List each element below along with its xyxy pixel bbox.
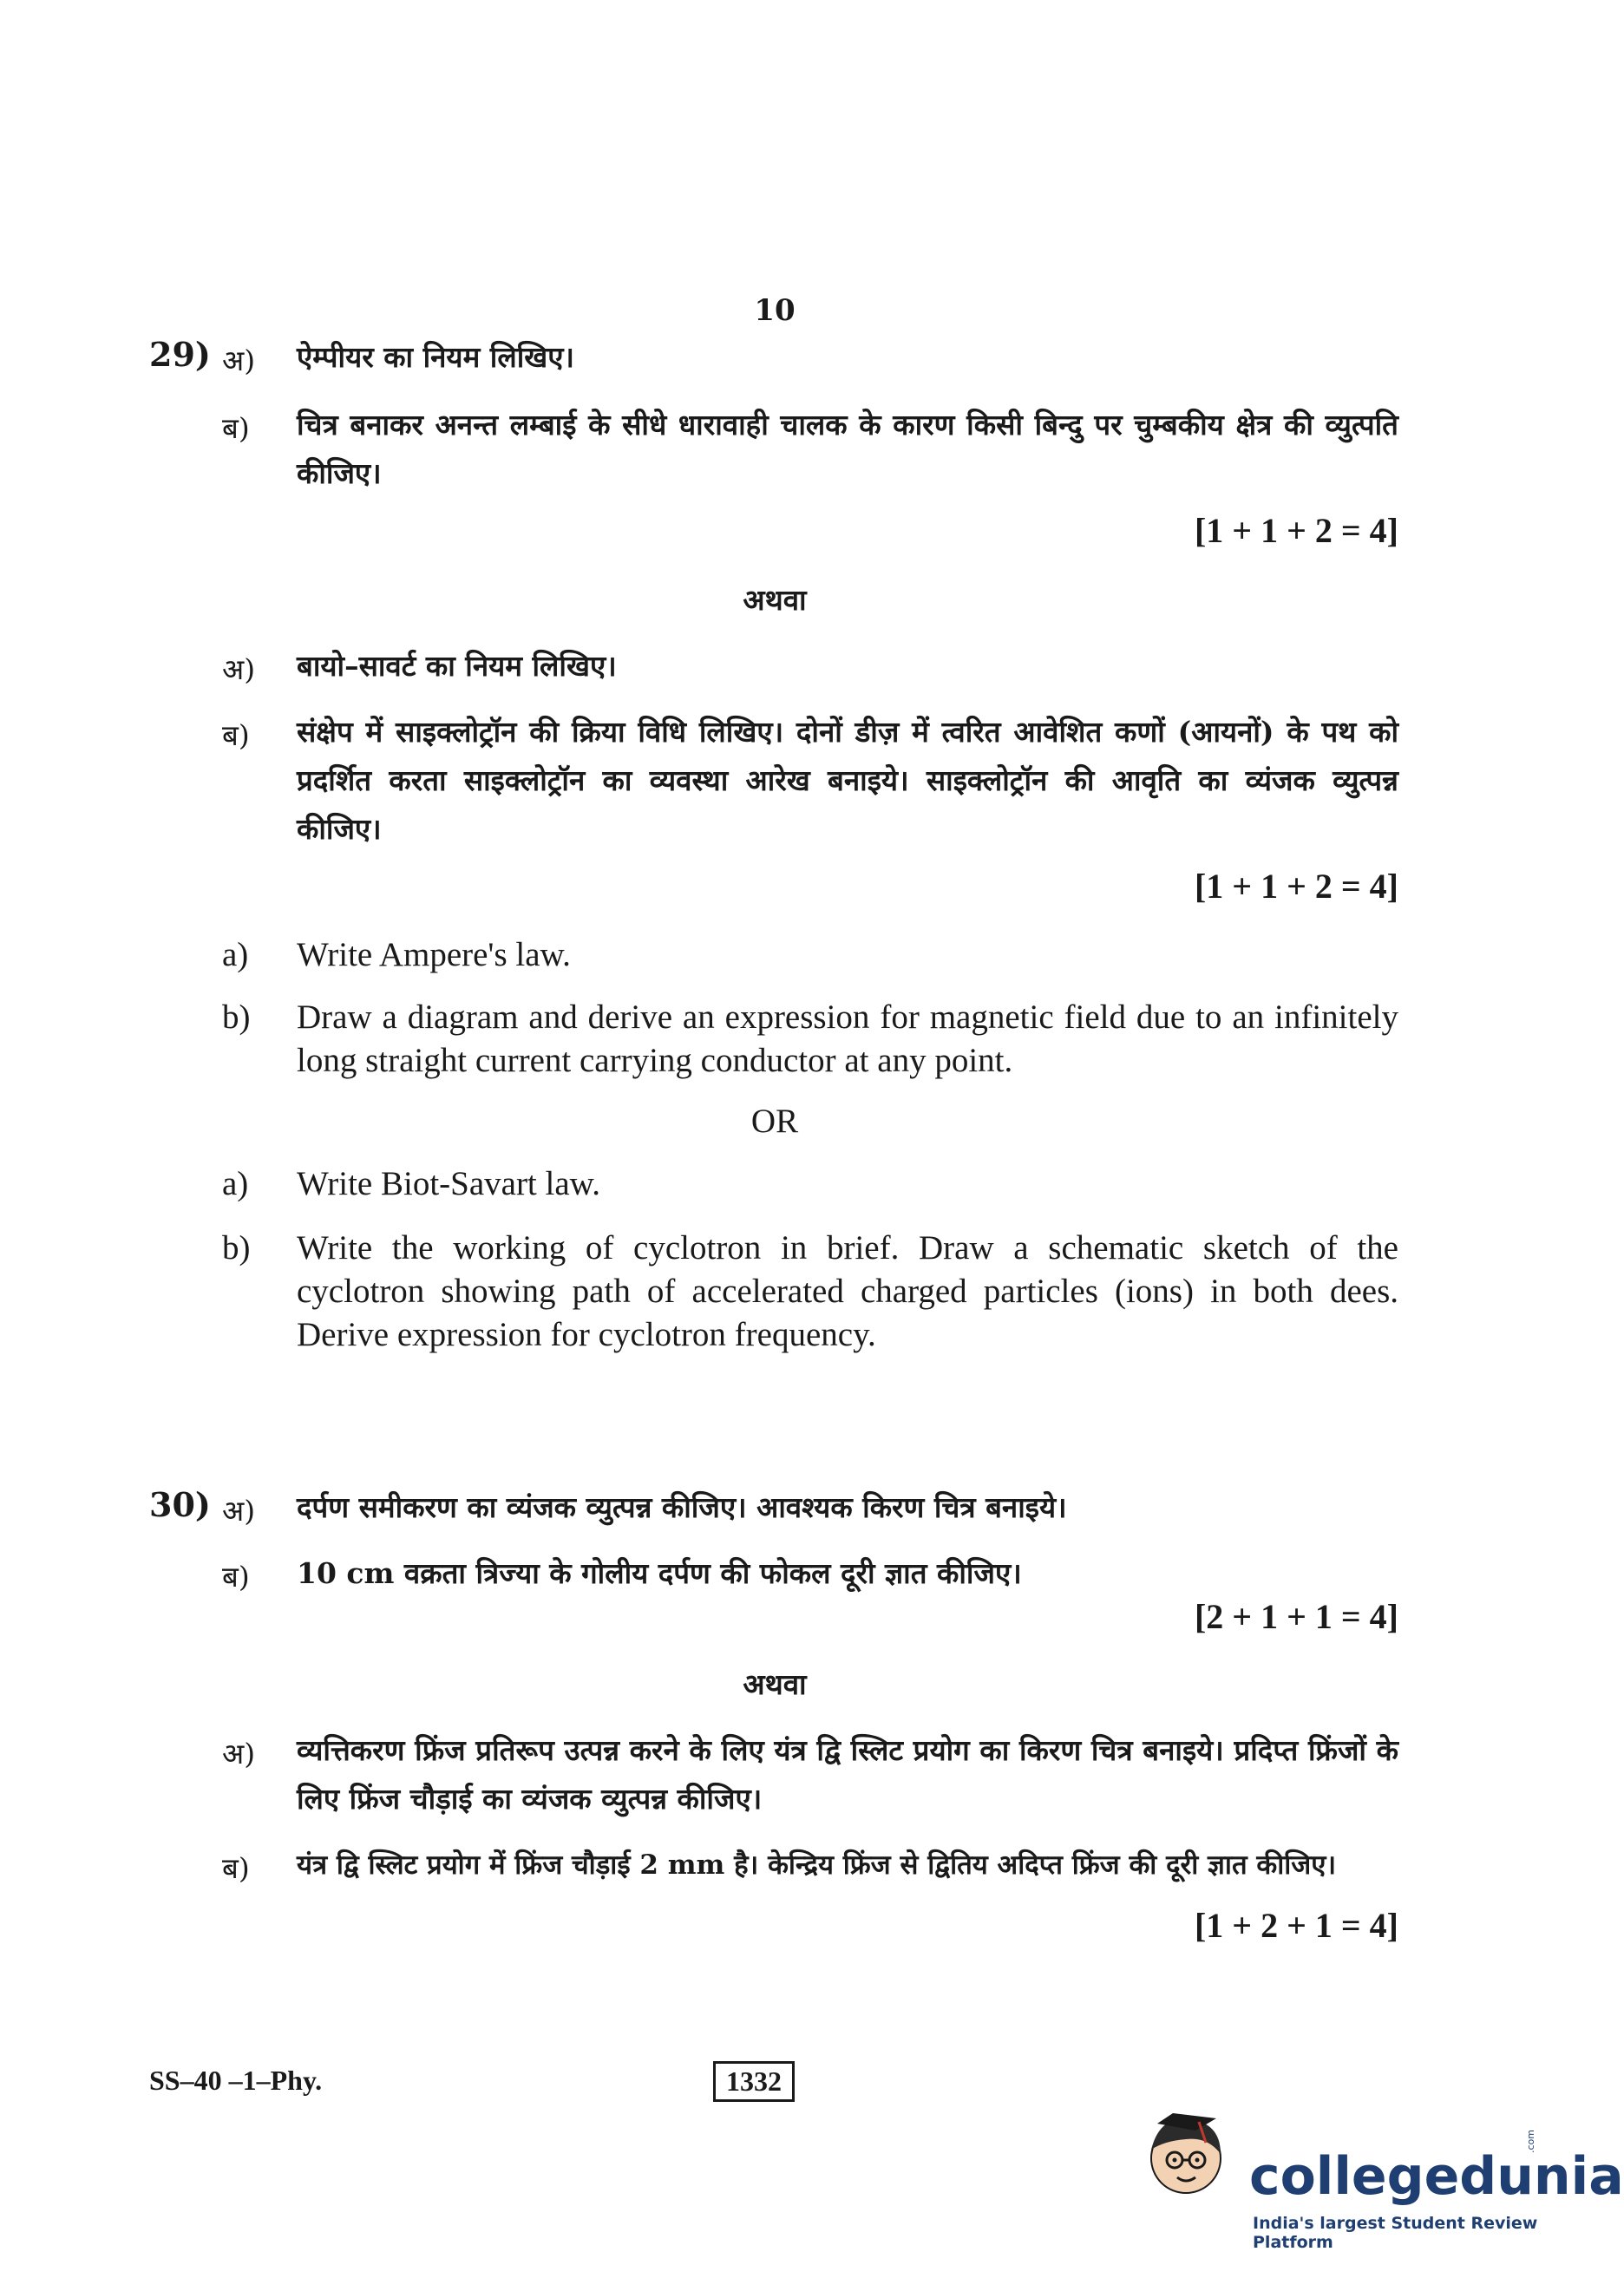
subject-code: SS–40 –1–Phy. xyxy=(149,2065,323,2096)
q30-hi-b-label: ब) xyxy=(222,1560,250,1594)
q29-hi-alt-b-label: ब) xyxy=(222,718,250,752)
q30-hi-a-text: दर्पण समीकरण का व्यंजक व्युत्पन्न कीजिए। आवश्यक किरण चित्र बनाइये। xyxy=(297,1490,1067,1524)
q30-or-hindi: अथवा xyxy=(743,1667,807,1701)
q29-en-b-label: b) xyxy=(222,998,251,1036)
watermark-brand: collegedunia xyxy=(1249,2146,1624,2207)
q30-hi-a-label: अ) xyxy=(222,1494,256,1528)
q29-hi-a-label: अ) xyxy=(222,344,256,377)
q30-hi-alt-a-label: अ) xyxy=(222,1737,256,1771)
watermark-dotcom: .com xyxy=(1525,2130,1536,2153)
question-30-number: 30) xyxy=(149,1485,211,1524)
q29-or-english: OR xyxy=(750,1103,799,1140)
q29-en-alt-b-text: Write the working of cyclotron in brief. Draw a schematic sketch of the cyclotron showing path of accelerated charged particles (ions) in both dees. Derive expression for cyclotron frequency. xyxy=(297,1229,1398,1353)
q29-en-alt-a-label: a) xyxy=(222,1165,249,1202)
q30-hi-alt-b-text: यंत्र द्वि स्लिट प्रयोग में फ्रिंज चौड़ाई 2 mm है। केन्द्रिय फ्रिंज से द्वितिय अदिप्त फ्रिंज की दूरी ज्ञात कीजिए। xyxy=(297,1849,1337,1881)
q29-en-alt-b-label: b) xyxy=(222,1229,251,1267)
q30-marks-1: [2 + 1 + 1 = 4] xyxy=(1194,1597,1398,1636)
q30-hi-b-text: 10 cm वक्रता त्रिज्या के गोलीय दर्पण की फोकल दूरी ज्ञात कीजिए। xyxy=(297,1556,1022,1590)
watermark-tagline: India's largest Student Review Platform xyxy=(1253,2214,1538,2252)
question-29-number: 29) xyxy=(149,335,211,374)
q29-en-a-text: Write Ampere's law. xyxy=(297,936,571,973)
q29-marks-2: [1 + 1 + 2 = 4] xyxy=(1194,867,1398,906)
q29-hi-alt-a-text: बायो–सावर्ट का नियम लिखिए। xyxy=(297,649,617,683)
q29-hi-b-text: चित्र बनाकर अनन्त लम्बाई के सीधे धारावाही चालक के कारण किसी बिन्दु पर चुम्बकीय क्षेत्र की व्युत्पति कीजिए। xyxy=(297,408,1398,490)
q29-hi-a-text: ऐम्पीयर का नियम लिखिए। xyxy=(297,340,575,374)
collegedunia-logo xyxy=(1138,2106,1234,2205)
mascot-icon xyxy=(1138,2106,1234,2202)
page-number: 10 xyxy=(754,293,796,328)
q29-en-b-text: Draw a diagram and derive an expression for magnetic field due to an infinitely long straight current carrying conductor at any point. xyxy=(297,998,1398,1079)
q30-marks-2: [1 + 2 + 1 = 4] xyxy=(1194,1906,1398,1945)
paper-code: 1332 xyxy=(713,2061,795,2102)
q29-marks-1: [1 + 1 + 2 = 4] xyxy=(1194,511,1398,550)
q29-hi-b-label: ब) xyxy=(222,411,250,445)
q30-hi-alt-b-label: ब) xyxy=(222,1851,250,1885)
q29-hi-alt-b-text: संक्षेप में साइक्लोट्रॉन की क्रिया विधि लिखिए। दोनों डीज़ में त्वरित आवेशित कणों (आयनों) के पथ को प्रदर्शित करता साइक्लोट्रॉन का व्यवस्था आरेख बनाइये। साइक्लोट्रॉन की आवृति का व्यंजक व्युत्पन्न कीजिए। xyxy=(297,715,1398,846)
q30-hi-alt-a-text: व्यत्तिकरण फ्रिंज प्रतिरूप उत्पन्न करने के लिए यंत्र द्वि स्लिट प्रयोग का किरण चित्र बनाइये। प्रदिप्त फ्रिंजों के लिए फ्रिंज चौड़ाई का व्यंजक व्युत्पन्न कीजिए। xyxy=(297,1733,1398,1816)
q29-en-alt-a-text: Write Biot-Savart law. xyxy=(297,1165,601,1202)
q29-hi-alt-a-label: अ) xyxy=(222,652,256,686)
q29-en-a-label: a) xyxy=(222,936,249,973)
q29-or-hindi: अथवा xyxy=(743,583,807,617)
